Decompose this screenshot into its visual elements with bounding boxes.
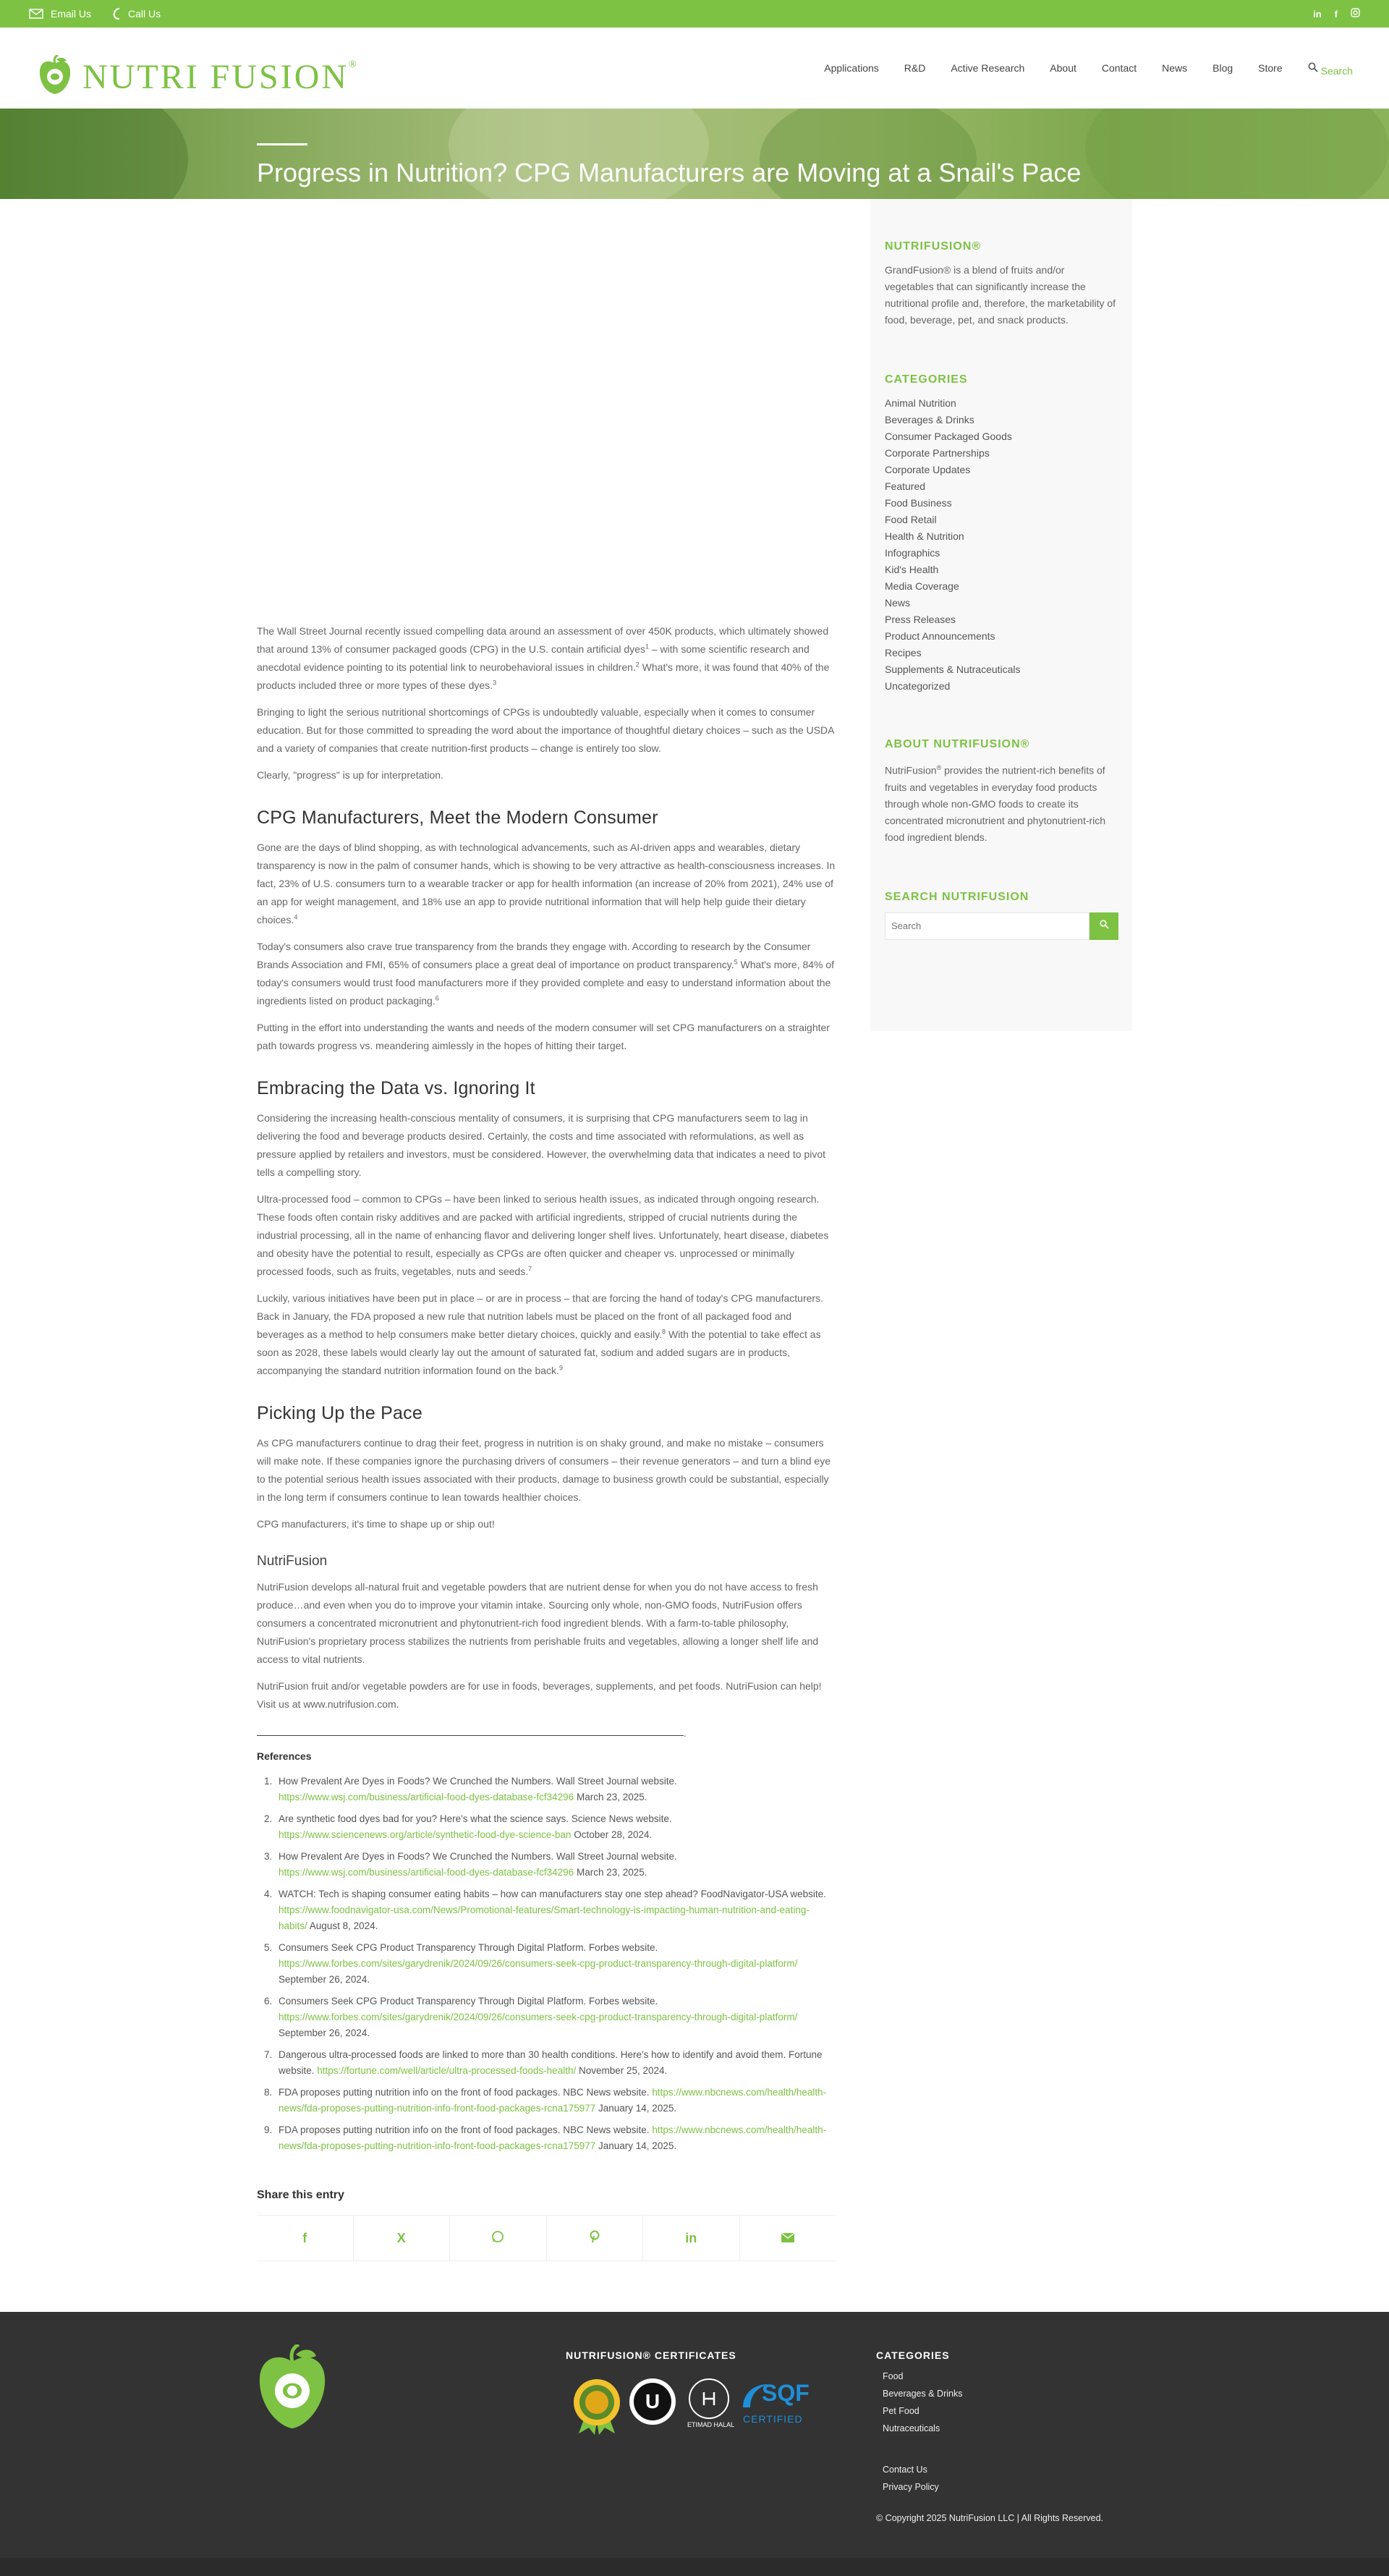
reference-number: 6. <box>264 1996 273 2007</box>
sidebar-categories <box>885 395 1118 695</box>
reference-item <box>257 1994 828 2041</box>
apple-logo-icon <box>38 55 72 99</box>
call-us-label: Call Us <box>128 8 161 20</box>
hero-accent-line <box>257 143 307 145</box>
copyright: © Copyright 2025 NutriFusion LLC | All Rights Reserved. <box>876 2513 1103 2523</box>
sidebar-category-link[interactable]: Recipes <box>885 647 922 658</box>
reference-text: Are synthetic food dyes bad for you? Here's what the science says. Science News website. <box>279 1813 672 1824</box>
references-list <box>257 1774 836 2154</box>
reference-date: January 14, 2025. <box>598 2140 677 2151</box>
reference-date: October 28, 2024. <box>574 1829 653 1840</box>
page-title: Progress in Nutrition? CPG Manufacturers are Moving at a Snail's Pace <box>257 158 1082 187</box>
certificate-ou-kosher <box>629 2378 676 2425</box>
reference-item <box>257 1774 828 1805</box>
certificate-badge-gold <box>572 2377 622 2439</box>
nav-store[interactable]: Store <box>1258 62 1283 74</box>
sidebar-category-link[interactable]: Beverages & Drinks <box>885 414 974 425</box>
sidebar-category-link[interactable]: Infographics <box>885 547 940 559</box>
logo-wordmark: NUTRI FUSION® <box>82 57 359 96</box>
sidebar-category-link[interactable]: Food Retail <box>885 514 937 525</box>
sidebar-heading-nutrifusion: NUTRIFUSION® <box>885 240 982 253</box>
site-footer <box>0 2312 1389 2558</box>
sidebar-category-link[interactable]: Featured <box>885 480 926 492</box>
share-pinterest-button[interactable] <box>547 2216 644 2261</box>
sidebar-about-text: NutriFusion® provides the nutrient-rich benefits of fruits and vegetables in everyday food products through whole non-GMO foods to create its concentrated micronutrient and phytonutrient-rich food ingredient blends. <box>885 764 1106 843</box>
nav-rnd[interactable]: R&D <box>904 62 926 74</box>
pinterest-icon <box>589 2230 600 2247</box>
hero-texture <box>1085 109 1389 199</box>
reference-link[interactable]: https://www.forbes.com/sites/garydrenik/2024/09/26/consumers-seek-cpg-product-transparency-through-digital-platform/ <box>279 2012 798 2022</box>
reference-item <box>257 1886 828 1934</box>
sidebar-heading-search: SEARCH NUTRIFUSION <box>885 890 1029 903</box>
nav-contact[interactable]: Contact <box>1101 62 1137 74</box>
article-paragraph: Bringing to light the serious nutritional shortcomings of CPGs is undoubtedly valuable, especially when it comes to consumer education. But for those committed to spreading the word about the importance of thoughtful dietary choices – such as the USDA and a variety of companies that create nutrition-first products – change is entirely too slow. <box>257 706 834 754</box>
reference-date: March 23, 2025. <box>576 1792 647 1802</box>
sidebar-heading-categories: CATEGORIES <box>885 373 968 386</box>
footer-apple-logo-icon[interactable] <box>257 2344 328 2433</box>
certificate-etimad-halal <box>687 2378 735 2428</box>
article-paragraph: NutriFusion fruit and/or vegetable powders are for use in foods, beverages, supplements, and pet foods. NutriFusion can help! Visit us at www.nutrifusion.com. <box>257 1680 822 1710</box>
nav-search[interactable] <box>1308 62 1353 75</box>
sidebar-category-link[interactable]: Corporate Partnerships <box>885 447 990 459</box>
reference-date: January 14, 2025. <box>598 2103 677 2114</box>
article-paragraph: Clearly, "progress" is up for interpretation. <box>257 769 443 781</box>
email-us-link[interactable] <box>29 0 91 27</box>
reference-number: 7. <box>264 2049 273 2060</box>
sidebar-category-link[interactable]: Corporate Updates <box>885 464 971 475</box>
share-heading: Share this entry <box>257 2189 344 2201</box>
sidebar-category-link[interactable]: Health & Nutrition <box>885 530 964 542</box>
sidebar-category-link[interactable]: Animal Nutrition <box>885 397 956 409</box>
separator <box>257 1722 836 1750</box>
sqf-certified-label: CERTIFIED <box>743 2413 803 2425</box>
reference-date: September 26, 2024. <box>279 1974 370 1985</box>
reference-date: November 25, 2024. <box>578 2065 668 2076</box>
reference-link[interactable]: https://www.nbcnews.com/health/health-news/fda-proposes-putting-nutrition-info-front-food-packages-rcna175977 <box>279 2124 827 2151</box>
section-heading: Embracing the Data vs. Ignoring It <box>257 1078 535 1098</box>
search-icon <box>1100 920 1109 933</box>
reference-link[interactable]: https://www.wsj.com/business/artificial-food-dyes-database-fcf34296 <box>279 1792 574 1802</box>
reference-text: WATCH: Tech is shaping consumer eating habits – how can manufacturers stay one step ahead? FoodNavigator-USA website. <box>279 1889 826 1899</box>
hero-texture <box>0 109 188 199</box>
footer-bottom-strip <box>0 2558 1389 2576</box>
separator-mark: . <box>684 1728 687 1739</box>
footer-links <box>883 2461 939 2496</box>
linkedin-icon: in <box>685 2230 697 2245</box>
sidebar <box>870 199 1132 1031</box>
article-paragraph: NutriFusion develops all-natural fruit and vegetable powders that are nutrient dense for when you do not have access to fresh produce…and even when you do to improve your vitamin intake. Sourcing only whole, non-GMO foods, NutriFusion offers consumers a concentrated micronutrient and phytonutrient-rich food ingredient blends. With a farm-to-table philosophy, NutriFusion's proprietary process stabilizes the nutrients from perishable fruits and vegetables, allowing a longer shelf life and access to vital nutrients. <box>257 1581 819 1665</box>
certificate-sqf <box>740 2378 820 2431</box>
reference-text: FDA proposes putting nutrition info on the front of food packages. NBC News website. <box>279 2124 650 2135</box>
reference-link[interactable]: https://www.wsj.com/business/artificial-food-dyes-database-fcf34296 <box>279 1867 574 1878</box>
reference-date: March 23, 2025. <box>576 1867 647 1878</box>
hero-banner <box>0 109 1389 199</box>
article-paragraph: Gone are the days of blind shopping, as with technological advancements, such as AI-driven apps and wearables, dietary transparency is now in the palm of consumer hands, which is showing to be very attractive as health-consciousness increases. In fact, 23% of U.S. consumers turn to a wearable tracker or app for health information (an increase of 20% from 2021), 24% use of an app for weight management, and 18% use an app to provide nutritional information that will help help guide their dietary choices.$^4$ <box>257 842 836 925</box>
site-header <box>0 27 1389 109</box>
sidebar-category-link[interactable]: Product Announcements <box>885 630 995 642</box>
share-buttons <box>257 2215 836 2261</box>
sidebar-category-link[interactable]: Media Coverage <box>885 580 959 592</box>
separator-line <box>257 1735 684 1736</box>
sidebar-category-link[interactable]: Consumer Packaged Goods <box>885 431 1012 442</box>
reference-item <box>257 2122 828 2154</box>
sidebar-category-link[interactable]: Press Releases <box>885 614 956 625</box>
reference-text: How Prevalent Are Dyes in Foods? We Crunched the Numbers. Wall Street Journal website. <box>279 1776 677 1787</box>
call-us-link[interactable] <box>112 0 161 27</box>
sidebar-grandfusion-text: GrandFusion® is a blend of fruits and/or vegetables that can significantly increase the nutritional profile and, therefore, the marketability of food, beverage, pet, and snack products. <box>885 264 1116 326</box>
reference-number: 4. <box>264 1889 273 1899</box>
reference-item <box>257 1849 828 1881</box>
share-email-button[interactable] <box>740 2216 836 2261</box>
share-facebook-button[interactable] <box>257 2216 354 2261</box>
sidebar-heading-about: ABOUT NUTRIFUSION® <box>885 738 1030 750</box>
footer-link[interactable]: Privacy Policy <box>883 2482 939 2492</box>
nav-applications[interactable]: Applications <box>824 62 879 74</box>
top-bar <box>0 0 1389 27</box>
sidebar-category-link[interactable]: Uncategorized <box>885 680 951 692</box>
footer-category-link[interactable]: Nutraceuticals <box>883 2423 940 2433</box>
share-whatsapp-button[interactable] <box>450 2216 547 2261</box>
sidebar-category-link[interactable]: News <box>885 597 911 609</box>
instagram-icon[interactable] <box>1351 8 1360 20</box>
reference-text: Dangerous ultra-processed foods are linked to more than 30 health conditions. Here's how to identify and avoid them. Fortune website. <box>279 2049 823 2076</box>
reference-text: How Prevalent Are Dyes in Foods? We Crunched the Numbers. Wall Street Journal website. <box>279 1851 677 1862</box>
reference-date: September 26, 2024. <box>279 2028 370 2038</box>
mail-icon <box>781 2231 794 2246</box>
reference-number: 8. <box>264 2087 273 2098</box>
reference-number: 1. <box>264 1776 273 1787</box>
linkedin-icon[interactable]: in <box>1313 8 1322 20</box>
reference-text: Consumers Seek CPG Product Transparency Through Digital Platform. Forbes website. <box>279 1996 658 2007</box>
reference-item <box>257 2047 828 2079</box>
article-content <box>257 622 836 2261</box>
reference-link[interactable]: https://fortune.com/well/article/ultra-processed-foods-health/ <box>317 2065 577 2076</box>
sidebar-search <box>885 912 1118 940</box>
article-paragraph: The Wall Street Journal recently issued compelling data around an assessment of over 450K products, which ultimately showed that around 13% of consumer packaged goods (CPG) in the U.S. contain artificial dyes$^1$ – with some scientific research and anecdotal evidence pointing to its potential link to neurobehavioral issues in children.$^2$ What's more, it was found that 40% of the products included three or more types of these dyes.$^3$ <box>257 625 830 691</box>
reference-item <box>257 2085 828 2117</box>
reference-link[interactable]: https://www.forbes.com/sites/garydrenik/2024/09/26/consumers-seek-cpg-product-transparency-through-digital-platform/ <box>279 1958 798 1969</box>
nav-active-research[interactable]: Active Research <box>951 62 1025 74</box>
footer-categories-heading: CATEGORIES <box>876 2350 950 2361</box>
nav-news[interactable]: News <box>1162 62 1188 74</box>
nav-about[interactable]: About <box>1050 62 1076 74</box>
company-heading: NutriFusion <box>257 1554 328 1569</box>
reference-number: 3. <box>264 1851 273 1862</box>
nav-search-label: Search <box>1320 65 1353 77</box>
article-paragraph: Putting in the effort into understanding the wants and needs of the modern consumer will set CPG manufacturers on a straighter path towards progress vs. meandering aimlessly in the hopes of hitting their target. <box>257 1022 830 1051</box>
reference-link[interactable]: https://www.sciencenews.org/article/synthetic-food-dye-science-ban <box>279 1829 572 1840</box>
phone-icon <box>112 7 121 20</box>
social-links <box>1313 0 1360 27</box>
footer-categories <box>883 2368 962 2437</box>
section-heading: CPG Manufacturers, Meet the Modern Consumer <box>257 808 658 828</box>
nav-blog[interactable]: Blog <box>1212 62 1233 74</box>
share-linkedin-button[interactable] <box>643 2216 740 2261</box>
search-icon <box>1308 62 1318 75</box>
footer-category-link[interactable]: Food <box>883 2371 904 2381</box>
article-paragraph: As CPG manufacturers continue to drag their feet, progress in nutrition is on shaky ground, and make no mistake – consumers will make note. If these companies ignore the purchasing drivers of consumers – their revenue generators – and turn a blind eye to the potential serious health issues associated with their products, damage to business growth could be substantial, especially in the long term if consumers continue to lean towards healthier choices. <box>257 1437 831 1503</box>
main-nav <box>824 27 1353 109</box>
section-heading: Picking Up the Pace <box>257 1403 422 1423</box>
reference-number: 9. <box>264 2124 273 2135</box>
reference-link[interactable]: https://www.nbcnews.com/health/health-news/fda-proposes-putting-nutrition-info-front-food-packages-rcna175977 <box>279 2087 827 2114</box>
reference-date: August 8, 2024. <box>309 1920 378 1931</box>
reference-text: Consumers Seek CPG Product Transparency Through Digital Platform. Forbes website. <box>279 1942 658 1953</box>
reference-text: FDA proposes putting nutrition info on the front of food packages. NBC News website. <box>279 2087 650 2098</box>
reference-number: 5. <box>264 1942 273 1953</box>
reference-number: 2. <box>264 1813 273 1824</box>
whatsapp-icon <box>491 2230 504 2247</box>
reference-item <box>257 1940 828 1988</box>
sidebar-search-button[interactable] <box>1089 912 1118 940</box>
footer-category-link[interactable]: Beverages & Drinks <box>883 2389 963 2399</box>
halal-label: ETIMAD HALAL <box>687 2421 735 2428</box>
sidebar-search-input[interactable] <box>885 912 1089 940</box>
article-paragraph: Ultra-processed food – common to CPGs – have been linked to serious health issues, as indicated through ongoing research. These foods often contain risky additives and are packed with artificial ingredients, stripped of crucial nutrients during the industrial processing, all in the name of enhancing flavor and delivering longer shelf lives. Unfortunately, heart disease, diabetes and obesity have the potential to result, especially as CPGs are often quicker and cheaper vs. unprocessed or minimally processed foods, such as fruits, vegetables, nuts and seeds.$^7$ <box>257 1193 829 1277</box>
article-paragraph: Considering the increasing health-conscious mentality of consumers, it is surprising that CPG manufacturers seem to lag in delivering the food and beverage products desired. Certainly, the costs and time associated with reformulations, as well as pressure applied by retailers and investors, must be considered. However, the overwhelming data that indicates a need to pivot tells a compelling story. <box>257 1112 825 1178</box>
footer-category-link[interactable]: Pet Food <box>883 2406 919 2416</box>
envelope-icon <box>29 9 43 19</box>
article-paragraph: Luckily, various initiatives have been put in place – or are in process – that are forcing the hand of today's CPG manufacturers. Back in January, the FDA proposed a new rule that nutrition labels must be placed on the front of all packaged food and beverages as a method to help consumers make better dietary choices, quickly and easily.$^8$ With the potential to take effect as soon as 2028, these labels would clearly lay out the amount of saturated fat, sodium and added sugars are in products, accompanying the standard nutrition information found on the back.$^9$ <box>257 1292 823 1376</box>
footer-link[interactable]: Contact Us <box>883 2465 927 2475</box>
facebook-icon[interactable]: f <box>1334 8 1338 20</box>
x-icon: X <box>396 2230 406 2245</box>
nutrifusion-logo[interactable] <box>38 55 359 99</box>
reference-link[interactable]: https://www.foodnavigator-usa.com/News/Promotional-features/Smart-technology-is-impacting-human-nutrition-and-eating-habits/ <box>279 1905 810 1931</box>
email-us-label: Email Us <box>51 8 92 20</box>
sidebar-category-link[interactable]: Supplements & Nutraceuticals <box>885 664 1021 675</box>
article-paragraph: CPG manufacturers, it's time to shape up or ship out! <box>257 1518 495 1530</box>
reference-item <box>257 1811 828 1843</box>
article-paragraph: Today's consumers also crave true transparency from the brands they engage with. According to research by the Consumer Brands Association and FMI, 65% of consumers place a great deal of importance on product transparency.$^5$ What's more, 84% of today's consumers would trust food manufacturers more if they provided complete and easy to understand information about the ingredients listed on product packaging.$^6$ <box>257 941 835 1007</box>
facebook-icon: f <box>302 2230 307 2245</box>
sidebar-category-link[interactable]: Food Business <box>885 497 952 509</box>
references-heading: References <box>257 1750 312 1762</box>
sqf-label: SQF <box>762 2380 810 2406</box>
ou-kosher-symbol: U <box>634 2383 671 2420</box>
sidebar-category-link[interactable]: Kid's Health <box>885 564 939 575</box>
share-x-button[interactable] <box>354 2216 451 2261</box>
halal-logo-icon <box>689 2378 729 2419</box>
footer-certificates-heading: NUTRIFUSION® CERTIFICATES <box>566 2350 736 2361</box>
